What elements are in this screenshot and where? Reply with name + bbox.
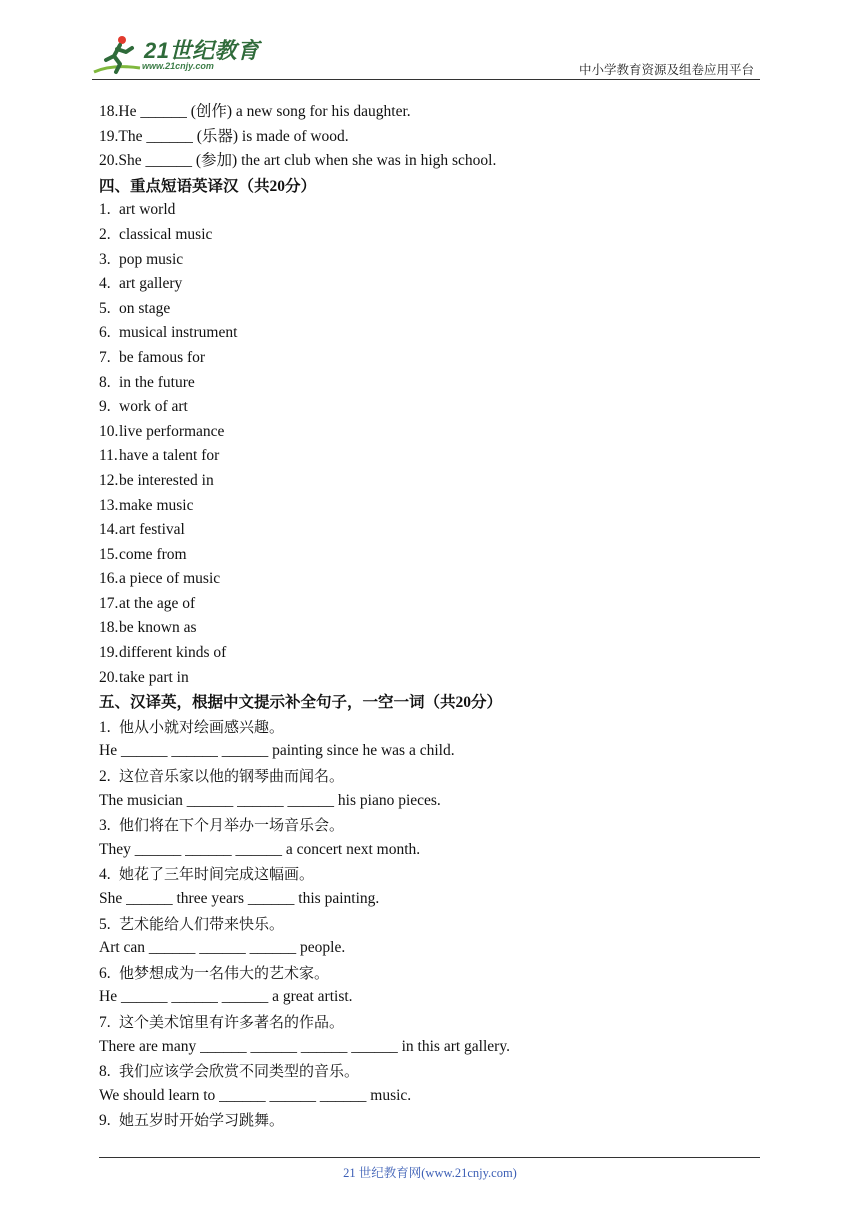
question-line — [99, 125, 759, 150]
phrase-item — [99, 616, 759, 641]
phrase-text: classical music — [119, 225, 213, 243]
chinese-sentence: 她花了三年时间完成这幅画。 — [119, 865, 315, 884]
phrase-text: art festival — [119, 521, 185, 539]
phrase-text: work of art — [119, 398, 188, 416]
section-points: 20 — [269, 177, 286, 195]
document-body — [99, 100, 759, 1133]
phrase-item — [99, 346, 759, 371]
phrase-number: 5. — [99, 299, 111, 317]
chinese-prompt — [99, 715, 759, 740]
phrase-item — [99, 395, 759, 420]
phrase-number: 18. — [99, 619, 119, 637]
phrase-number: 8. — [99, 373, 111, 391]
header-divider — [92, 79, 760, 80]
phrase-item — [99, 272, 759, 297]
item-number: 3. — [99, 817, 111, 835]
phrase-text: art gallery — [119, 275, 183, 293]
chinese-sentence: 我们应该学会欣赏不同类型的音乐。 — [119, 1062, 360, 1081]
section-title: 五、汉译英，根据中文提示补全句子，一空一词（共 — [99, 693, 456, 712]
phrase-text: be known as — [119, 619, 197, 637]
phrase-item — [99, 592, 759, 617]
phrase-number: 19. — [99, 644, 119, 662]
logo-text: 21世纪教育 — [144, 38, 260, 63]
phrase-text: come from — [119, 545, 187, 563]
phrase-text: art world — [119, 201, 176, 219]
english-sentence: Art can ______ ______ ______ people. — [99, 939, 346, 957]
chinese-sentence: 这个美术馆里有许多著名的作品。 — [119, 1012, 345, 1031]
chinese-sentence: 她五岁时开始学习跳舞。 — [119, 1111, 285, 1130]
phrase-number: 12. — [99, 471, 119, 489]
item-number: 4. — [99, 866, 111, 884]
runner-logo-icon — [92, 34, 144, 76]
logo-url: www.21cnjy.com — [142, 61, 214, 71]
english-sentence: There are many ______ ______ ______ ______ in this art gallery. — [99, 1037, 510, 1055]
phrase-item — [99, 198, 759, 223]
phrase-text: live performance — [119, 422, 225, 440]
item-number: 8. — [99, 1063, 111, 1081]
chinese-prompt — [99, 764, 759, 789]
phrase-text: a piece of music — [119, 570, 221, 588]
question-line — [99, 149, 759, 174]
phrase-number: 14. — [99, 521, 119, 539]
phrase-item — [99, 567, 759, 592]
page-header — [92, 30, 760, 80]
chinese-prompt — [99, 1010, 759, 1035]
chinese-sentence: 艺术能给人们带来快乐。 — [119, 914, 285, 933]
phrase-item — [99, 518, 759, 543]
english-sentence: He ______ ______ ______ painting since he was a child. — [99, 742, 455, 760]
phrase-item — [99, 494, 759, 519]
phrase-number: 4. — [99, 275, 111, 293]
phrase-number: 1. — [99, 201, 111, 219]
phrase-text: have a talent for — [119, 447, 220, 465]
phrase-number: 10. — [99, 422, 119, 440]
item-number: 1. — [99, 718, 111, 736]
phrase-text: on stage — [119, 299, 171, 317]
phrase-text: make music — [119, 496, 194, 514]
english-sentence: They ______ ______ ______ a concert next month. — [99, 840, 421, 858]
phrase-number: 6. — [99, 324, 111, 342]
phrase-text: at the age of — [119, 594, 196, 612]
logo — [92, 34, 262, 76]
translation-list — [99, 715, 759, 1133]
phrase-item — [99, 321, 759, 346]
chinese-prompt — [99, 862, 759, 887]
chinese-sentence: 他从小就对绘画感兴趣。 — [119, 717, 285, 736]
phrase-text: be famous for — [119, 348, 206, 366]
phrase-number: 16. — [99, 570, 119, 588]
question-number: 20. — [99, 152, 119, 170]
question-text: The ______ (乐器) is made of wood. — [118, 127, 349, 145]
phrase-number: 3. — [99, 250, 111, 268]
footer-divider — [99, 1157, 760, 1158]
chinese-sentence: 他梦想成为一名伟大的艺术家。 — [119, 963, 330, 982]
phrase-item — [99, 420, 759, 445]
phrase-text: different kinds of — [119, 644, 227, 662]
item-number: 6. — [99, 964, 111, 982]
phrase-text: take part in — [119, 668, 189, 686]
item-number: 5. — [99, 915, 111, 933]
phrase-item — [99, 641, 759, 666]
english-sentence: He ______ ______ ______ a great artist. — [99, 988, 353, 1006]
question-text: She ______ (参加) the art club when she was in high school. — [118, 152, 497, 170]
phrase-text: in the future — [119, 373, 195, 391]
phrase-number: 11. — [99, 447, 118, 465]
phrase-number: 15. — [99, 545, 119, 563]
platform-name: 中小学教育资源及组卷应用平台 — [578, 62, 754, 77]
footer-text: 21 世纪教育网(www.21cnjy.com) — [343, 1166, 517, 1180]
question-text: He ______ (创作) a new song for his daughter. — [118, 103, 411, 120]
phrase-number: 7. — [99, 348, 111, 366]
section-unit: 分） — [471, 693, 503, 712]
phrase-number: 2. — [99, 225, 111, 243]
english-sentence: We should learn to ______ ______ ______ music. — [99, 1086, 412, 1104]
phrase-text: be interested in — [119, 471, 214, 489]
phrase-number: 9. — [99, 398, 111, 416]
question-line — [99, 100, 759, 125]
phrase-item — [99, 248, 759, 273]
section-unit: 分） — [285, 176, 317, 195]
phrase-number: 20. — [99, 668, 119, 686]
section-points: 20 — [455, 694, 472, 712]
section-title: 四、重点短语英译汉（共 — [99, 176, 270, 195]
item-number: 2. — [99, 768, 111, 786]
phrase-item — [99, 371, 759, 396]
phrase-text: musical instrument — [119, 324, 238, 342]
chinese-prompt — [99, 813, 759, 838]
phrase-number: 13. — [99, 496, 119, 514]
phrase-item — [99, 543, 759, 568]
phrase-number: 17. — [99, 594, 119, 612]
question-number: 19. — [99, 127, 119, 145]
chinese-prompt — [99, 912, 759, 937]
chinese-sentence: 他们将在下个月举办一场音乐会。 — [119, 816, 345, 835]
section-heading — [99, 690, 759, 715]
phrase-item — [99, 223, 759, 248]
english-sentence: She ______ three years ______ this painting. — [99, 890, 380, 907]
chinese-prompt — [99, 1108, 759, 1133]
english-sentence: The musician ______ ______ ______ his piano pieces. — [99, 791, 441, 809]
phrase-item — [99, 666, 759, 691]
phrase-list — [99, 198, 759, 690]
phrase-item — [99, 444, 759, 469]
item-number: 7. — [99, 1013, 111, 1031]
section-heading — [99, 174, 759, 199]
phrase-item — [99, 297, 759, 322]
phrase-item — [99, 469, 759, 494]
chinese-prompt — [99, 961, 759, 986]
chinese-prompt — [99, 1059, 759, 1084]
chinese-sentence: 这位音乐家以他的钢琴曲而闻名。 — [119, 767, 345, 786]
phrase-text: pop music — [119, 250, 184, 268]
question-number: 18. — [99, 103, 119, 120]
item-number: 9. — [99, 1112, 111, 1130]
